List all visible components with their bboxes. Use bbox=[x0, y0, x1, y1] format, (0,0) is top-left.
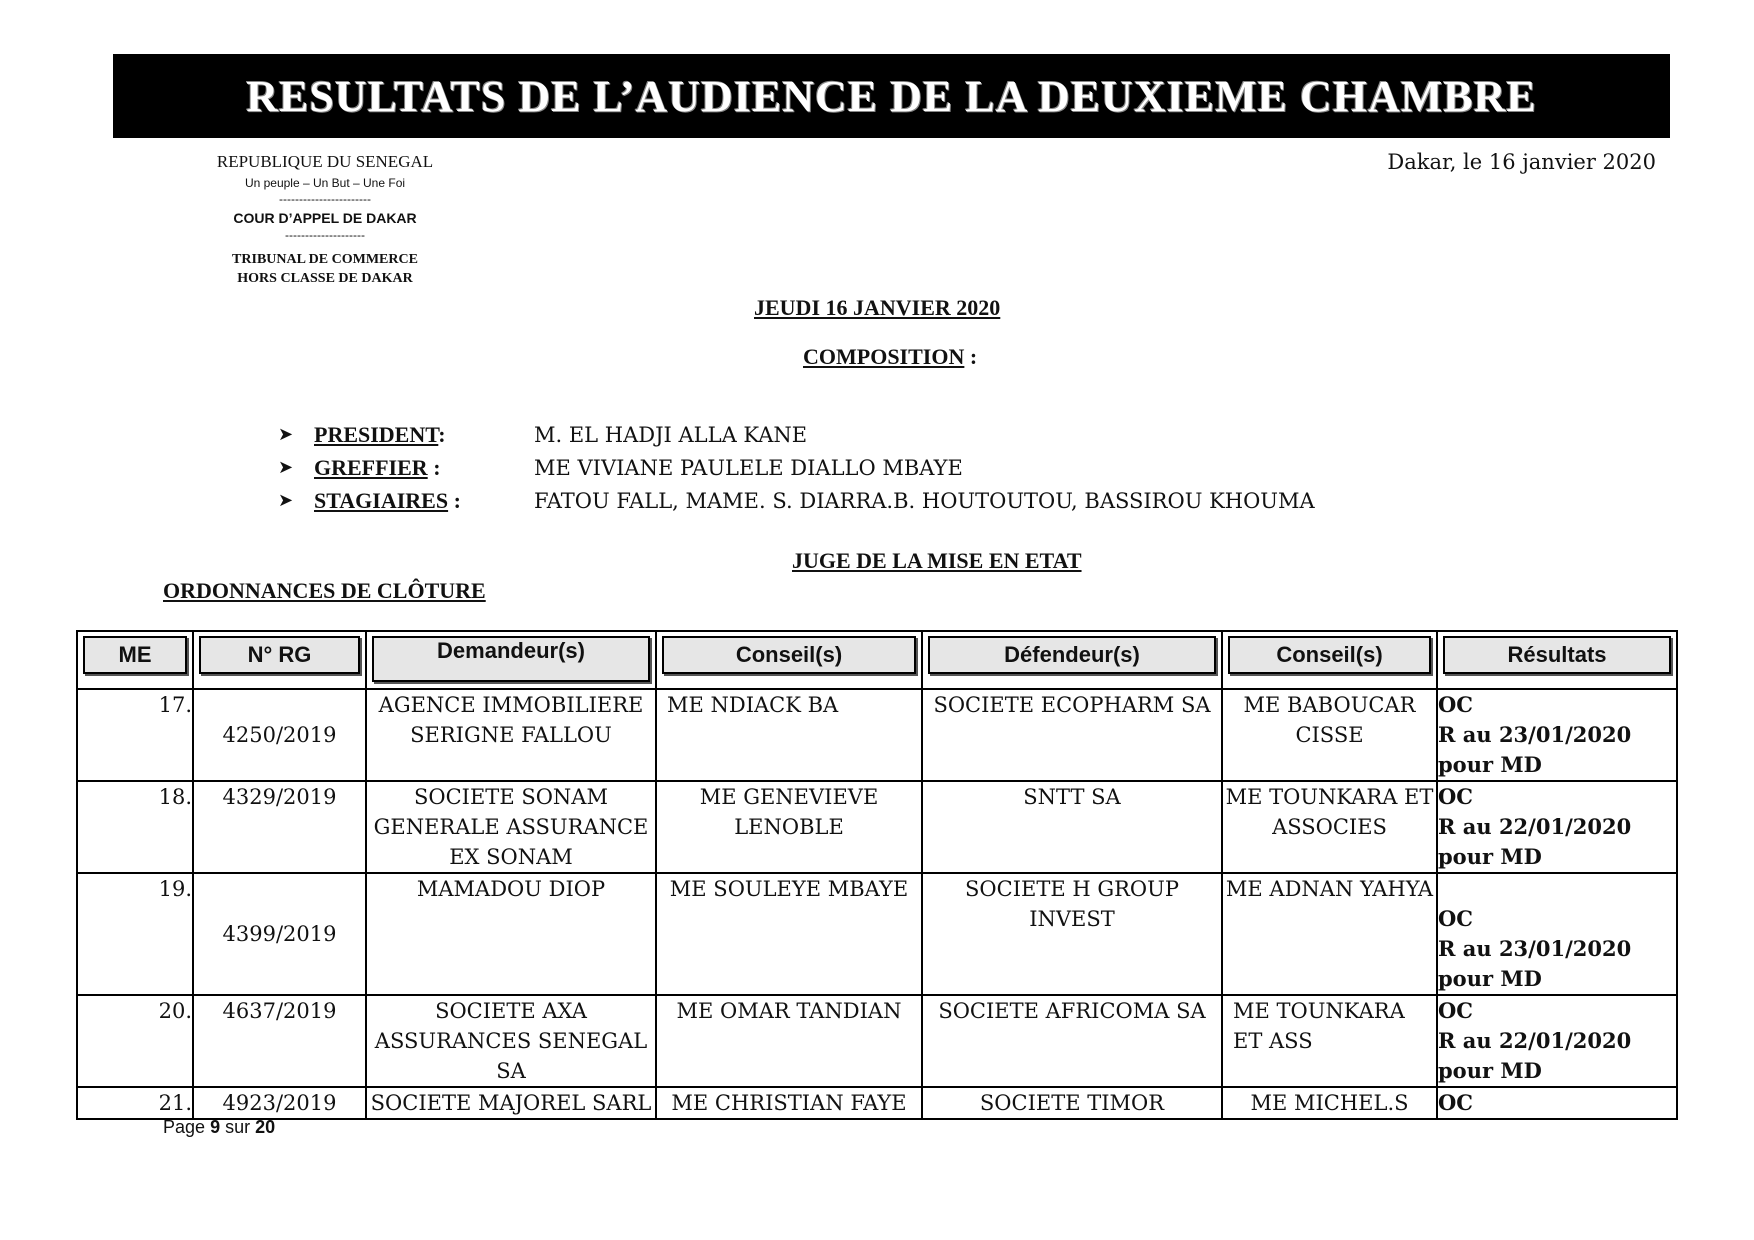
cell-resultat: OC R au 22/01/2020 pour MD bbox=[1437, 781, 1677, 873]
cell-defendeur: SNTT SA bbox=[922, 781, 1222, 873]
cell-defendeur: SOCIETE AFRICOMA SA bbox=[922, 995, 1222, 1087]
cell-resultat: OC R au 22/01/2020 pour MD bbox=[1437, 995, 1677, 1087]
arrow-bullet-icon: ➤ bbox=[278, 424, 294, 445]
composition-member bbox=[278, 418, 1315, 451]
cell-conseil-defendeur: ME TOUNKARA ET ASSOCIES bbox=[1222, 781, 1437, 873]
column-header: Conseil(s) bbox=[656, 631, 922, 689]
column-header: ME bbox=[77, 631, 193, 689]
cell-conseil-defendeur: ME MICHEL.S bbox=[1222, 1087, 1437, 1119]
title-banner bbox=[113, 54, 1670, 138]
table-row bbox=[77, 689, 1677, 781]
cell-defendeur: SOCIETE H GROUP INVEST bbox=[922, 873, 1222, 995]
cell-me: 20. bbox=[77, 995, 193, 1087]
member-name: ME VIVIANE PAULELE DIALLO MBAYE bbox=[534, 455, 963, 480]
cell-conseil-demandeur: ME CHRISTIAN FAYE bbox=[656, 1087, 922, 1119]
cell-demandeur: SOCIETE SONAM GENERALE ASSURANCE EX SONAM bbox=[366, 781, 656, 873]
column-header: Défendeur(s) bbox=[922, 631, 1222, 689]
cell-rg: 4329/2019 bbox=[193, 781, 366, 873]
table-row bbox=[77, 995, 1677, 1087]
cell-resultat: OC R au 23/01/2020 pour MD bbox=[1437, 873, 1677, 995]
tribunal-line: TRIBUNAL DE COMMERCE bbox=[232, 252, 418, 267]
column-header: Conseil(s) bbox=[1222, 631, 1437, 689]
header-separator: ----------------------- bbox=[279, 192, 371, 206]
arrow-bullet-icon: ➤ bbox=[278, 457, 294, 478]
table-row bbox=[77, 781, 1677, 873]
cell-conseil-demandeur: ME NDIACK BA bbox=[656, 689, 922, 781]
column-header: Résultats bbox=[1437, 631, 1677, 689]
table-header-row bbox=[77, 631, 1677, 689]
page-title: RESULTATS DE L’AUDIENCE DE LA DEUXIEME CHAMBRE bbox=[246, 71, 1537, 121]
section-ordonnances-heading: ORDONNANCES DE CLÔTURE bbox=[163, 578, 486, 603]
results-table bbox=[76, 630, 1678, 1120]
cell-demandeur: MAMADOU DIOP bbox=[366, 873, 656, 995]
republic-name: REPUBLIQUE DU SENEGAL bbox=[216, 152, 434, 171]
cell-rg: 4250/2019 bbox=[193, 689, 366, 781]
column-header: N° RG bbox=[193, 631, 366, 689]
column-header: Demandeur(s) bbox=[366, 631, 656, 689]
cell-rg: 4923/2019 bbox=[193, 1087, 366, 1119]
cell-conseil-defendeur: ME BABOUCAR CISSE bbox=[1222, 689, 1437, 781]
member-role: GREFFIER : bbox=[314, 454, 441, 480]
table-row bbox=[77, 873, 1677, 995]
tribunal-name bbox=[175, 250, 475, 288]
composition-colon: : bbox=[964, 344, 978, 369]
member-name: FATOU FALL, MAME. S. DIARRA.B. HOUTOUTOU, BASSIROU KHOUMA bbox=[534, 488, 1315, 513]
header-separator: -------------------- bbox=[285, 228, 365, 242]
table-row bbox=[77, 1087, 1677, 1119]
cell-demandeur: SOCIETE MAJOREL SARL bbox=[366, 1087, 656, 1119]
cell-defendeur: SOCIETE ECOPHARM SA bbox=[922, 689, 1222, 781]
national-motto: Un peuple – Un But – Une Foi bbox=[244, 176, 406, 190]
composition-member bbox=[278, 451, 1315, 484]
cell-me: 19. bbox=[77, 873, 193, 995]
cell-defendeur: SOCIETE TIMOR bbox=[922, 1087, 1222, 1119]
cell-resultat: OC R au 23/01/2020 pour MD bbox=[1437, 689, 1677, 781]
section-juge-heading: JUGE DE LA MISE EN ETAT bbox=[792, 548, 1082, 573]
page-number: Page 9 sur 20 bbox=[163, 1117, 276, 1137]
cell-conseil-defendeur: ME TOUNKARA ET ASS bbox=[1222, 995, 1437, 1087]
cell-conseil-demandeur: ME OMAR TANDIAN bbox=[656, 995, 922, 1087]
court-name: COUR D’APPEL DE DAKAR bbox=[233, 210, 417, 226]
cell-demandeur: AGENCE IMMOBILIERE SERIGNE FALLOU bbox=[366, 689, 656, 781]
institution-header bbox=[175, 152, 475, 288]
document-date: Dakar, le 16 janvier 2020 bbox=[1387, 150, 1656, 174]
cell-conseil-demandeur: ME GENEVIEVE LENOBLE bbox=[656, 781, 922, 873]
composition-heading bbox=[803, 344, 977, 370]
member-role: PRESIDENT: bbox=[314, 421, 446, 447]
cell-demandeur: SOCIETE AXA ASSURANCES SENEGAL SA bbox=[366, 995, 656, 1087]
cell-me: 18. bbox=[77, 781, 193, 873]
cell-conseil-demandeur: ME SOULEYE MBAYE bbox=[656, 873, 922, 995]
hearing-day: JEUDI 16 JANVIER 2020 bbox=[754, 295, 1001, 320]
composition-member bbox=[278, 484, 1315, 517]
cell-rg: 4399/2019 bbox=[193, 873, 366, 995]
cell-me: 21. bbox=[77, 1087, 193, 1119]
composition-list bbox=[278, 418, 1315, 517]
tribunal-line: HORS CLASSE DE DAKAR bbox=[237, 271, 413, 286]
cell-conseil-defendeur: ME ADNAN YAHYA bbox=[1222, 873, 1437, 995]
cell-me: 17. bbox=[77, 689, 193, 781]
member-name: M. EL HADJI ALLA KANE bbox=[534, 422, 808, 447]
composition-title: COMPOSITION bbox=[803, 344, 965, 369]
cell-rg: 4637/2019 bbox=[193, 995, 366, 1087]
cell-resultat: OC bbox=[1437, 1087, 1677, 1119]
member-role: STAGIAIRES : bbox=[314, 487, 461, 513]
arrow-bullet-icon: ➤ bbox=[278, 490, 294, 511]
